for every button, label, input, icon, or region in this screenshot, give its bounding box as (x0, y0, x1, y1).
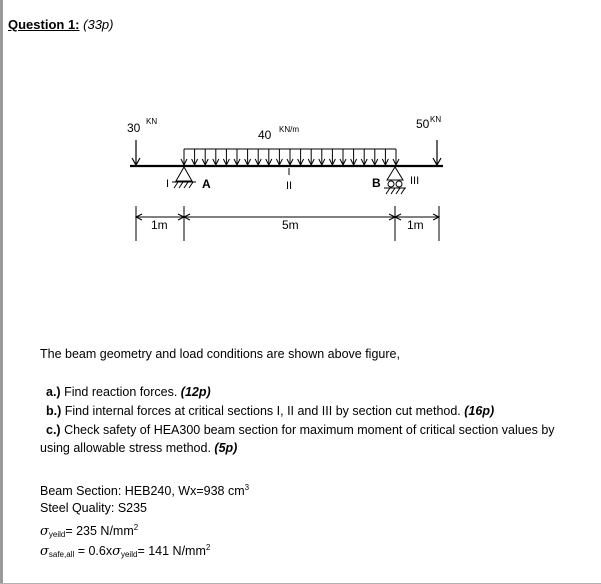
intro-text: The beam geometry and load conditions are shown above figure, (40, 347, 400, 361)
load-left-unit: KN (146, 117, 158, 126)
beam-section-exponent: 3 (244, 483, 250, 492)
safe-value: = 141 N/mm (137, 544, 206, 558)
part-c (46, 422, 555, 438)
load-right-value: 50 (416, 117, 430, 131)
beam-figure (0, 105, 601, 255)
beam-section-text: Beam Section: HEB240, Wx=938 cm (40, 484, 245, 498)
safe-unit-exponent: 2 (205, 543, 211, 552)
steel-quality-line: Steel Quality: S235 (40, 501, 148, 515)
udl-unit: KN/m (279, 125, 299, 134)
question-label: Question 1: (8, 17, 80, 32)
part-b (46, 403, 494, 419)
section-3-label: III (410, 175, 420, 187)
dim-right-label: 1m (407, 218, 424, 232)
yield-unit-exponent: 2 (133, 523, 139, 532)
yield-subscript: yeild (48, 530, 66, 539)
part-b-points: (16p) (464, 404, 495, 418)
beam-section-line (40, 480, 249, 499)
question-heading (8, 17, 114, 32)
part-b-label: b.) (46, 404, 62, 418)
safe-factor: = 0.6x (74, 544, 113, 558)
part-a-text: Find reaction forces. (60, 385, 178, 399)
udl-arrows (181, 149, 399, 165)
load-right-unit: KN (430, 115, 442, 124)
part-c-cont-text: using allowable stress method. (40, 441, 211, 455)
part-c-points: (5p) (214, 441, 238, 455)
question-points: (33p) (83, 17, 114, 32)
udl-block (181, 149, 399, 165)
yield-value: = 235 N/mm (65, 524, 134, 538)
safe-stress-line (40, 540, 210, 563)
part-c-continued (40, 440, 237, 456)
sigma-symbol: σ (112, 544, 121, 559)
dim-mid-label: 5m (282, 218, 299, 232)
support-a-pin (172, 167, 196, 188)
part-c-label: c.) (46, 423, 61, 437)
dim-left-label: 1m (151, 218, 168, 232)
support-b-label: B (372, 176, 381, 190)
yield-subscript: yeild (120, 550, 138, 559)
support-a-label: A (202, 177, 211, 191)
sigma-symbol: σ (40, 524, 49, 539)
udl-value: 40 (258, 128, 272, 142)
load-left-value: 30 (127, 121, 141, 135)
part-a (46, 384, 211, 400)
part-a-label: a.) (46, 385, 61, 399)
support-b-roller (384, 167, 406, 194)
section-2-label: II (286, 180, 293, 192)
part-b-text: Find internal forces at critical sections I, II and III by section cut method. (61, 404, 461, 418)
sigma-symbol: σ (40, 544, 49, 559)
part-a-points: (12p) (180, 385, 211, 399)
section-1-label: I (166, 178, 170, 190)
part-c-text: Check safety of HEA300 beam section for maximum moment of critical section values by (60, 423, 555, 437)
page-left-edge (0, 0, 3, 584)
safe-subscript: safe,all (48, 550, 75, 559)
